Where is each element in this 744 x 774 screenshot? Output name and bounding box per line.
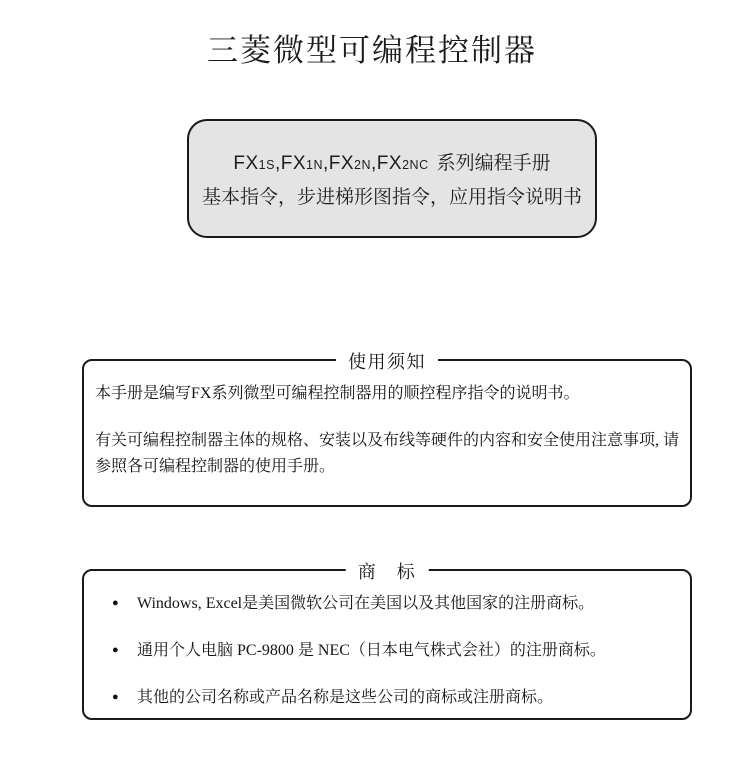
trademark-box [82,562,692,720]
series-fx-model-suffix: 1S [258,158,275,172]
trademark-item [84,687,690,708]
series-title-line [233,148,550,175]
series-manual-box [187,119,597,238]
notice-paragraph-2-line-1: 有关可编程控制器主体的规格、安装以及布线等硬件的内容和安全使用注意事项, 请 [95,432,680,449]
trademark-item-text: 通用个人电脑 PC-9800 是 NEC（日本电气株式会社）的注册商标。 [137,642,606,659]
series-manual-label: 系列编程手册 [436,153,551,174]
trademark-item [84,640,690,661]
bullet-icon: ● [112,644,119,656]
series-fx-label: ,FX [322,153,355,174]
bullet-icon: ● [112,691,119,703]
notice-paragraph-1: 本手册是编写FX系列微型可编程控制器用的顺控程序指令的说明书。 [95,385,580,402]
series-fx-model-suffix: 1N [306,158,323,172]
trademark-title: 商 标 [346,558,429,584]
usage-notice-box [82,352,692,507]
trademark-item-text: 其他的公司名称或产品名称是这些公司的商标或注册商标。 [137,689,554,706]
page-title: 三菱微型可编程控制器 [207,33,537,68]
trademark-item [84,593,690,614]
series-fx-label: FX [233,153,259,174]
notice-paragraph-2-line-2: 参照各可编程控制器的使用手册。 [95,458,336,475]
series-fx-label: ,FX [274,153,306,174]
notice-paragraph-2 [84,428,690,480]
series-fx-model-suffix: 2NC [402,158,429,172]
bullet-icon: ● [112,597,119,609]
series-manual-subtitle: 基本指令，步进梯形图指令，应用指令说明书 [201,187,582,208]
usage-notice-title: 使用须知 [336,348,438,374]
trademark-item-text: Windows, Excel是美国微软公司在美国以及其他国家的注册商标。 [137,595,595,612]
series-fx-label: ,FX [371,153,403,174]
series-fx-model-suffix: 2N [354,158,372,172]
